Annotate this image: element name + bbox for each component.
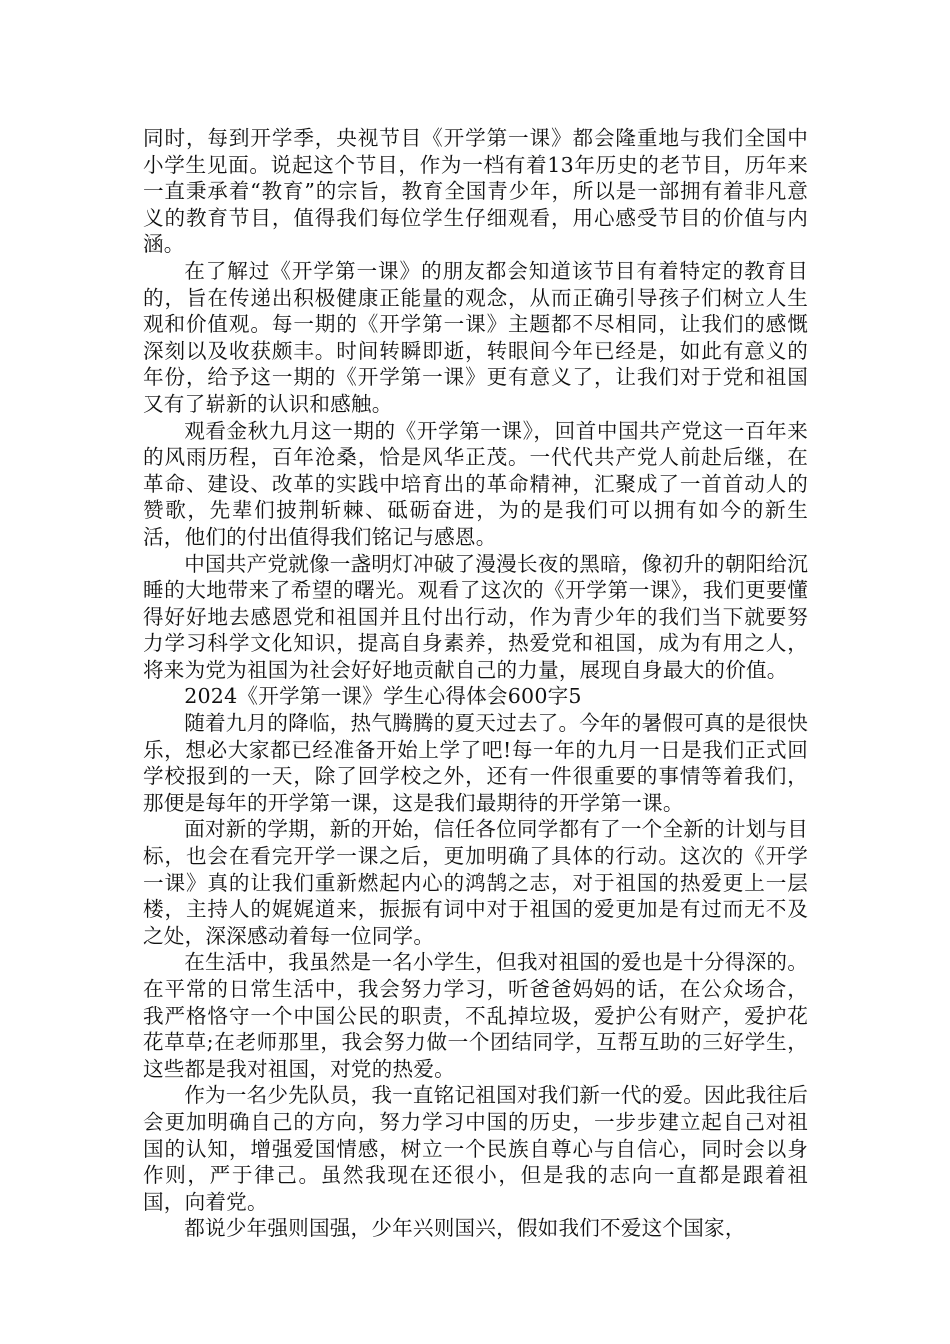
paragraph: 中国共产党就像一盏明灯冲破了漫漫长夜的黑暗，像初升的朝阳给沉睡的大地带来了希望的曙光。观看了这次的《开学第一课》，我们更要懂得好好地去感恩党和祖国并且付出行动，作为青少年的我们当下就要努力学习科学文化知识，提高自身素养，热爱党和祖国，成为有用之人，将来为党为祖国为社会好好地贡献自己的力量，展现自身最大的价值。 — [143, 551, 808, 682]
document-body — [143, 125, 808, 1242]
paragraph: 随着九月的降临，热气腾腾的夏天过去了。今年的暑假可真的是很快乐，想必大家都已经准备开始上学了吧!每一年的九月一日是我们正式回学校报到的一天，除了回学校之外，还有一件很重要的事情等着我们，那便是每年的开学第一课，这是我们最期待的开学第一课。 — [143, 711, 808, 815]
paragraph: 同时，每到开学季，央视节目《开学第一课》都会隆重地与我们全国中小学生见面。说起这个节目，作为一档有着13年历史的老节目，历年来一直秉承着“教育”的宗旨，教育全国青少年，所以是一部拥有着非凡意义的教育节目，值得我们每位学生仔细观看，用心感受节目的价值与内涵。 — [143, 126, 808, 257]
paragraph: 作为一名少先队员，我一直铭记祖国对我们新一代的爱。因此我往后会更加明确自己的方向，努力学习中国的历史，一步步建立起自己对祖国的认知，增强爱国情感，树立一个民族自尊心与自信心，同时会以身作则，严于律己。虽然我现在还很小，但是我的志向一直都是跟着祖国，向着党。 — [143, 1083, 808, 1214]
paragraph: 面对新的学期，新的开始，信任各位同学都有了一个全新的计划与目标，也会在看完开学一课之后，更加明确了具体的行动。这次的《开学一课》真的让我们重新燃起内心的鸿鹄之志，对于祖国的热爱更上一层楼，主持人的娓娓道来，振振有词中对于祖国的爱更加是有过而无不及之处，深深感动着每一位同学。 — [143, 817, 808, 948]
paragraph: 2024《开学第一课》学生心得体会600字5 — [184, 684, 582, 709]
paragraph: 都说少年强则国强，少年兴则国兴，假如我们不爱这个国家， — [184, 1216, 746, 1241]
paragraph: 观看金秋九月这一期的《开学第一课》，回首中国共产党这一百年来的风雨历程，百年沧桑，恰是风华正茂。一代代共产党人前赴后继，在革命、建设、改革的实践中培育出的革命精神，汇聚成了一首首动人的赞歌，先辈们披荆斩棘、砥砺奋进，为的是我们可以拥有如今的新生活，他们的付出值得我们铭记与感恩。 — [143, 418, 808, 549]
paragraph: 在了解过《开学第一课》的朋友都会知道该节目有着特定的教育目的，旨在传递出积极健康正能量的观念，从而正确引导孩子们树立人生观和价值观。每一期的《开学第一课》主题都不尽相同，让我们的感慨深刻以及收获颇丰。时间转瞬即逝，转眼间今年已经是，如此有意义的年份，给予这一期的《开学第一课》更有意义了，让我们对于党和祖国又有了崭新的认识和感触。 — [143, 258, 808, 416]
paragraph: 在生活中，我虽然是一名小学生，但我对祖国的爱也是十分得深的。在平常的日常生活中，我会努力学习，听爸爸妈妈的话，在公众场合，我严格恪守一个中国公民的职责，不乱掉垃圾，爱护公有财产，爱护花花草草;在老师那里，我会努力做一个团结同学，互帮互助的三好学生，这些都是我对祖国，对党的热爱。 — [143, 950, 808, 1081]
